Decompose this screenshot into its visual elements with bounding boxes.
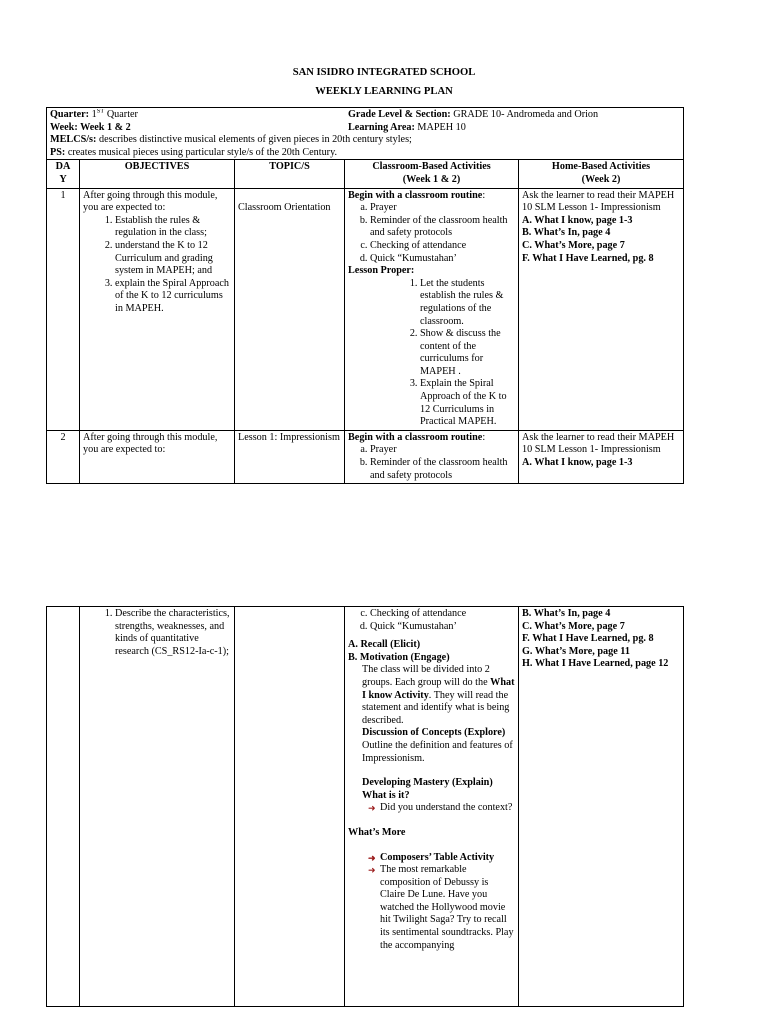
list-item: A. What I know, page 1-3 (522, 214, 633, 226)
day-cell: 2 (47, 430, 80, 483)
home-cell (519, 607, 684, 1007)
list-item: F. What I Have Learned, pg. 8 (522, 252, 654, 264)
list-item: 3. Explain the Spiral Approach of the K to 12 Curriculums in Practical MAPEH. (420, 378, 515, 428)
list-item: c. Checking of attendance (370, 240, 515, 253)
list-item: 1. Describe the characteristics, strengths, weaknesses, and kinds of quantitative research (CS_RS12-Ia-c-1); (115, 608, 231, 658)
list-item: 2. understand the K to 12 Curriculum and grading system in MAPEH; and (115, 240, 231, 278)
objectives-cell: After going through this module, you are expected to: (80, 430, 235, 483)
list-item: A. What I know, page 1-3 (522, 457, 633, 469)
col-classroom-header: Classroom-Based Activities (Week 1 & 2) (345, 160, 519, 188)
col-topics-header: TOPIC/S (235, 160, 345, 188)
topic-cell: Lesson 1: Impressionism (235, 430, 345, 483)
table-row (47, 188, 684, 430)
school-name: SAN ISIDRO INTEGRATED SCHOOL (292, 67, 476, 78)
discussion-text: Outline the definition and features of Impressionism. (362, 739, 513, 764)
day-cell: 1 (47, 188, 80, 430)
list-item: G. What’s More, page 11 (522, 645, 630, 657)
weekly-plan-table-page1 (46, 107, 684, 484)
bullet-arrow-icon: ➜ (368, 852, 376, 863)
list-item: H. What I Have Learned, page 12 (522, 658, 669, 670)
list-item: 1. Let the students establish the rules & regulations of the classroom. (420, 278, 515, 328)
list-item: ➜ The most remarkable composition of Debussy is Claire De Lune. Have you watched the Hollywood movie hit Twilight Saga? Try to recall its sentimental soundtracks. Play the accompanying (368, 864, 514, 951)
week-line: Week: Week 1 & 2 (50, 121, 131, 133)
classroom-cell (345, 607, 519, 1007)
discussion-heading: Discussion of Concepts (Explore) (362, 727, 506, 739)
recall-heading: A. Recall (Elicit) (348, 639, 421, 651)
weekly-plan-table-page2 (46, 606, 684, 1007)
topic-cell (235, 607, 345, 1007)
list-item: b. Reminder of the classroom health and safety protocols (370, 457, 515, 482)
home-cell: Ask the learner to read their MAPEH 10 SLM Lesson 1- Impressionism A. What I know, page 1-3 B. What’s In, page 4 C. What’s More, page 7 F. What I Have Learned, pg. 8 (519, 188, 684, 430)
motivation-heading: B. Motivation (Engage) (348, 651, 450, 663)
list-item: 3. explain the Spiral Approach of the K to 12 curriculums in MAPEH. (115, 278, 231, 316)
list-item: 2. Show & discuss the content of the curriculums for MAPEH . (420, 328, 515, 378)
table-row (47, 430, 684, 483)
topic-cell: Classroom Orientation (235, 188, 345, 430)
list-item: F. What I Have Learned, pg. 8 (522, 633, 654, 645)
list-item: a. Prayer (370, 202, 515, 215)
col-day-header: DA Y (47, 160, 80, 188)
table-row (47, 607, 684, 1007)
ps-line: PS: creates musical pieces using particular style/s of the 20th Century. (50, 146, 338, 158)
classroom-cell: Begin with a classroom routine: a. Prayer b. Reminder of the classroom health and safety protocols (345, 430, 519, 483)
area-line: Learning Area: MAPEH 10 (348, 121, 466, 133)
melcs-line: MELCS/s: describes distinctive musical elements of given pieces in 20th century styles; (50, 134, 412, 146)
list-item: B. What’s In, page 4 (522, 227, 611, 239)
day-cell (47, 607, 80, 1007)
document-title: WEEKLY LEARNING PLAN (315, 86, 453, 97)
list-item: C. What’s More, page 7 (522, 620, 625, 632)
bullet-arrow-icon: ➜ (368, 865, 376, 876)
col-objectives-header: OBJECTIVES (80, 160, 235, 188)
list-item: ➜ Composers’ Table Activity (368, 851, 495, 863)
classroom-cell: Begin with a classroom routine: a. Prayer b. Reminder of the classroom health and safety protocols c. Checking of attendance d. Quick “Kumustahan’ Lesson Proper: 1. Let the students establish the rules & regulations of the classroom. 2. Show & discuss the content of the curriculums for MAPEH . 3. Explain the Spiral Approach of the K to 12 Curriculums in Practical MAPEH. (345, 188, 519, 430)
list-item: d. Quick “Kumustahan’ (370, 621, 515, 634)
list-item: b. Reminder of the classroom health and safety protocols (370, 215, 515, 240)
info-row (47, 108, 684, 160)
objectives-cell (80, 607, 235, 1007)
list-item: C. What’s More, page 7 (522, 239, 625, 251)
list-item: c. Checking of attendance (370, 608, 515, 621)
list-item: 1. Establish the rules & regulation in the class; (115, 215, 231, 240)
bullet-arrow-icon: ➜ (368, 803, 376, 814)
whats-more-heading: What’s More (348, 826, 406, 838)
lesson-proper-label: Lesson Proper: (348, 265, 415, 277)
quarter-line: Quarter: 1ST Quarter (50, 109, 138, 120)
list-item: a. Prayer (370, 444, 515, 457)
mastery-heading: Developing Mastery (Explain) What is it? (362, 777, 493, 801)
objectives-cell: After going through this module, you are expected to: 1. Establish the rules & regulation in the class; 2. understand the K to 12 Curriculum and grading system in MAPEH; and 3. explain the Spiral Approach of the K to 12 curriculums in MAPEH. (80, 188, 235, 430)
list-item: d. Quick “Kumustahan’ (370, 253, 515, 266)
list-item: ➜ Did you understand the context? (368, 802, 513, 814)
column-header-row (47, 160, 684, 188)
home-cell: Ask the learner to read their MAPEH 10 SLM Lesson 1- Impressionism A. What I know, page 1-3 (519, 430, 684, 483)
grade-line: Grade Level & Section: GRADE 10- Andromeda and Orion (348, 109, 599, 120)
list-item: B. What’s In, page 4 (522, 608, 611, 619)
col-home-header: Home-Based Activities (Week 2) (519, 160, 684, 188)
motivation-text: The class will be divided into 2 groups. Each group will do the What I know Activity. They will read the statement and identify what is being described. (362, 664, 515, 726)
